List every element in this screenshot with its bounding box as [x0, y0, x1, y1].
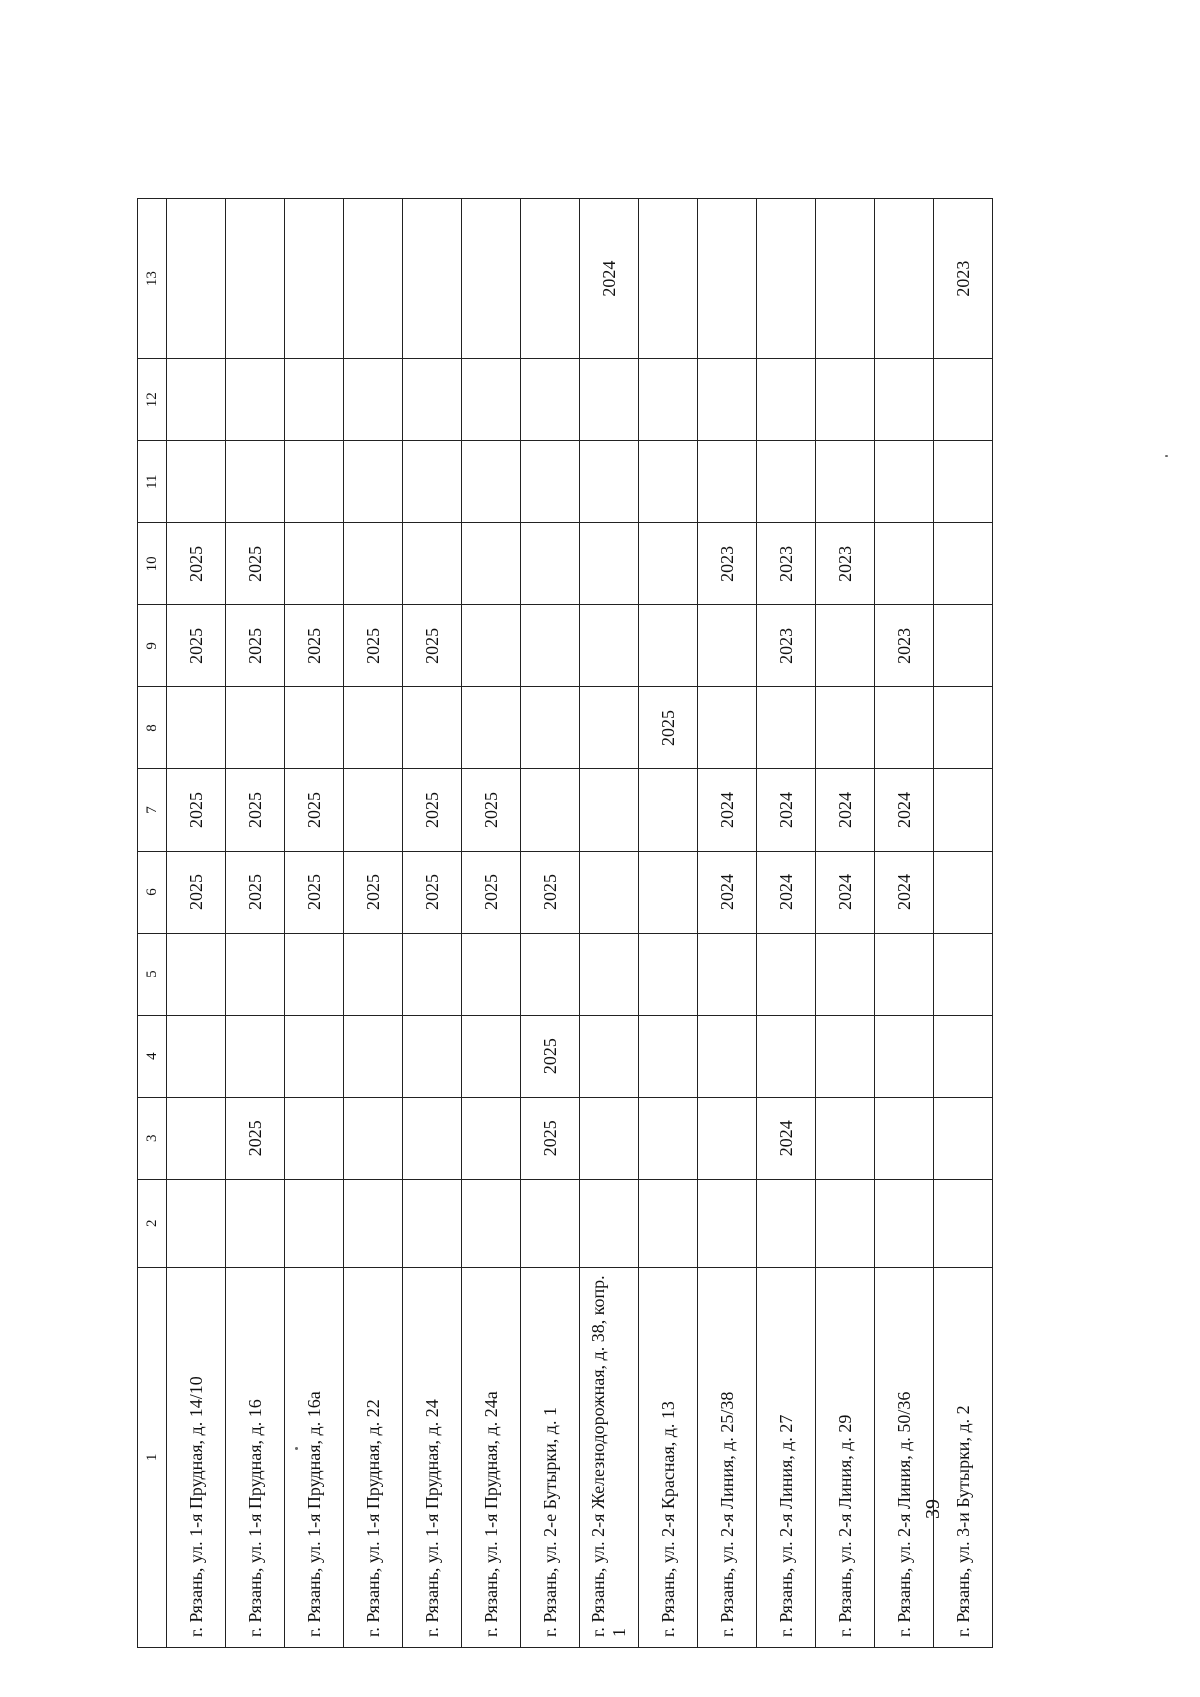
table-row	[580, 199, 639, 1648]
year-cell	[285, 687, 344, 769]
year-cell: 2025	[344, 851, 403, 933]
year-cell	[757, 1015, 816, 1097]
year-cell	[816, 933, 875, 1015]
year-cell	[934, 359, 993, 441]
column-header: 5	[138, 933, 167, 1015]
year-cell: 2025	[521, 851, 580, 933]
year-cell: 2025	[167, 851, 226, 933]
year-cell	[934, 851, 993, 933]
table-row	[226, 199, 285, 1648]
year-cell: 2024	[757, 769, 816, 851]
year-cell: 2023	[816, 523, 875, 605]
schedule-table	[137, 198, 993, 1648]
year-cell	[226, 1015, 285, 1097]
year-cell	[226, 359, 285, 441]
year-cell	[698, 359, 757, 441]
header-row	[138, 199, 167, 1648]
year-cell	[757, 687, 816, 769]
year-cell: 2025	[639, 687, 698, 769]
year-cell	[816, 199, 875, 359]
year-cell	[403, 1015, 462, 1097]
year-cell	[875, 359, 934, 441]
column-header: 6	[138, 851, 167, 933]
year-cell	[285, 199, 344, 359]
year-cell	[521, 769, 580, 851]
year-cell: 2025	[226, 851, 285, 933]
year-cell	[934, 769, 993, 851]
year-cell	[639, 605, 698, 687]
year-cell	[167, 933, 226, 1015]
address-cell: г. Рязань, ул. 1-я Прудная, д. 24а	[462, 1267, 521, 1647]
year-cell	[934, 441, 993, 523]
year-cell: 2025	[403, 769, 462, 851]
year-cell	[344, 1097, 403, 1179]
year-cell: 2024	[816, 769, 875, 851]
table-row	[757, 199, 816, 1648]
table-row	[816, 199, 875, 1648]
year-cell: 2025	[285, 851, 344, 933]
year-cell	[934, 1015, 993, 1097]
year-cell	[639, 1097, 698, 1179]
year-cell	[344, 441, 403, 523]
address-cell: г. Рязань, ул. 1-я Прудная, д. 16а	[285, 1267, 344, 1647]
year-cell	[816, 605, 875, 687]
year-cell	[639, 441, 698, 523]
scan-speck	[295, 1447, 298, 1450]
table-row	[639, 199, 698, 1648]
year-cell	[875, 1097, 934, 1179]
year-cell	[934, 523, 993, 605]
year-cell: 2025	[462, 851, 521, 933]
year-cell	[639, 851, 698, 933]
year-cell: 2024	[698, 769, 757, 851]
column-header: 13	[138, 199, 167, 359]
year-cell	[698, 1015, 757, 1097]
year-cell: 2025	[462, 769, 521, 851]
year-cell: 2023	[875, 605, 934, 687]
table-row	[875, 199, 934, 1648]
year-cell	[403, 1097, 462, 1179]
address-cell: г. Рязань, ул. 2-я Линия, д. 25/38	[698, 1267, 757, 1647]
year-cell	[698, 1179, 757, 1267]
year-cell	[639, 199, 698, 359]
year-cell: 2025	[403, 605, 462, 687]
year-cell	[816, 1015, 875, 1097]
year-cell	[462, 1097, 521, 1179]
year-cell: 2025	[226, 523, 285, 605]
year-cell	[167, 359, 226, 441]
address-cell: г. Рязань, ул. 1-я Прудная, д. 16	[226, 1267, 285, 1647]
table-row	[934, 199, 993, 1648]
year-cell: 2025	[521, 1015, 580, 1097]
year-cell	[344, 1179, 403, 1267]
year-cell	[875, 441, 934, 523]
year-cell	[580, 1097, 639, 1179]
year-cell	[580, 441, 639, 523]
year-cell	[226, 933, 285, 1015]
year-cell	[698, 1097, 757, 1179]
year-cell	[816, 1097, 875, 1179]
year-cell	[462, 359, 521, 441]
year-cell	[757, 359, 816, 441]
year-cell	[580, 933, 639, 1015]
year-cell	[167, 1179, 226, 1267]
column-header: 10	[138, 523, 167, 605]
year-cell	[934, 933, 993, 1015]
year-cell	[580, 523, 639, 605]
address-cell: г. Рязань, ул. 2-я Красная, д. 13	[639, 1267, 698, 1647]
year-cell	[462, 687, 521, 769]
year-cell: 2025	[285, 769, 344, 851]
year-cell	[521, 523, 580, 605]
year-cell	[934, 1097, 993, 1179]
year-cell	[344, 1015, 403, 1097]
address-cell: г. Рязань, ул. 1-я Прудная, д. 22	[344, 1267, 403, 1647]
address-cell: г. Рязань, ул. 1-я Прудная, д. 24	[403, 1267, 462, 1647]
year-cell	[816, 441, 875, 523]
address-cell: г. Рязань, ул. 1-я Прудная, д. 14/10	[167, 1267, 226, 1647]
year-cell	[167, 1015, 226, 1097]
year-cell	[285, 933, 344, 1015]
year-cell	[521, 687, 580, 769]
year-cell	[462, 1179, 521, 1267]
column-header: 8	[138, 687, 167, 769]
year-cell	[403, 359, 462, 441]
year-cell	[344, 523, 403, 605]
year-cell	[875, 523, 934, 605]
rotated-page-content	[137, 223, 992, 1637]
year-cell	[698, 605, 757, 687]
year-cell	[403, 199, 462, 359]
year-cell: 2025	[167, 523, 226, 605]
table-row	[403, 199, 462, 1648]
address-cell: г. Рязань, ул. 2-я Линия, д. 27	[757, 1267, 816, 1647]
year-cell	[285, 441, 344, 523]
year-cell: 2023	[934, 199, 993, 359]
year-cell: 2025	[226, 769, 285, 851]
year-cell	[285, 359, 344, 441]
column-header: 12	[138, 359, 167, 441]
year-cell	[521, 933, 580, 1015]
year-cell	[875, 1015, 934, 1097]
year-cell: 2024	[875, 769, 934, 851]
year-cell	[521, 199, 580, 359]
year-cell	[167, 441, 226, 523]
year-cell	[934, 687, 993, 769]
year-cell	[757, 199, 816, 359]
year-cell	[639, 769, 698, 851]
column-header: 7	[138, 769, 167, 851]
page-number: 39	[922, 1499, 944, 1519]
year-cell	[934, 605, 993, 687]
year-cell: 2023	[698, 523, 757, 605]
year-cell	[403, 933, 462, 1015]
year-cell: 2023	[757, 605, 816, 687]
year-cell	[816, 687, 875, 769]
year-cell	[521, 441, 580, 523]
year-cell	[403, 523, 462, 605]
year-cell	[580, 359, 639, 441]
year-cell: 2023	[757, 523, 816, 605]
year-cell	[344, 687, 403, 769]
table-row	[521, 199, 580, 1648]
year-cell	[757, 441, 816, 523]
year-cell	[462, 441, 521, 523]
column-header: 2	[138, 1179, 167, 1267]
year-cell	[167, 1097, 226, 1179]
year-cell	[698, 933, 757, 1015]
year-cell	[521, 605, 580, 687]
year-cell	[226, 1179, 285, 1267]
year-cell: 2025	[403, 851, 462, 933]
address-cell: г. Рязань, ул. 2-я Линия, д. 29	[816, 1267, 875, 1647]
year-cell	[757, 1179, 816, 1267]
year-cell	[580, 851, 639, 933]
year-cell	[167, 687, 226, 769]
year-cell	[344, 933, 403, 1015]
year-cell	[403, 687, 462, 769]
year-cell: 2025	[226, 605, 285, 687]
year-cell	[875, 199, 934, 359]
year-cell: 2024	[580, 199, 639, 359]
year-cell	[639, 933, 698, 1015]
year-cell	[580, 769, 639, 851]
year-cell: 2024	[698, 851, 757, 933]
year-cell: 2025	[285, 605, 344, 687]
year-cell	[344, 199, 403, 359]
year-cell	[226, 441, 285, 523]
year-cell	[639, 523, 698, 605]
year-cell	[875, 1179, 934, 1267]
table-row	[285, 199, 344, 1648]
year-cell	[816, 1179, 875, 1267]
year-cell	[462, 1015, 521, 1097]
year-cell	[875, 933, 934, 1015]
year-cell	[639, 1015, 698, 1097]
table-row	[462, 199, 521, 1648]
table-row	[344, 199, 403, 1648]
year-cell	[934, 1179, 993, 1267]
year-cell	[167, 199, 226, 359]
column-header: 3	[138, 1097, 167, 1179]
column-header: 11	[138, 441, 167, 523]
year-cell: 2025	[167, 769, 226, 851]
column-header: 1	[138, 1267, 167, 1647]
year-cell	[580, 687, 639, 769]
address-cell: г. Рязань, ул. 2-я Линия, д. 50/36	[875, 1267, 934, 1647]
year-cell: 2025	[167, 605, 226, 687]
year-cell	[521, 359, 580, 441]
year-cell	[285, 1015, 344, 1097]
address-cell: г. Рязань, ул. 2-я Железнодорожная, д. 38, копр. 1	[580, 1267, 639, 1647]
year-cell	[580, 605, 639, 687]
year-cell: 2024	[816, 851, 875, 933]
column-header: 9	[138, 605, 167, 687]
table-row	[167, 199, 226, 1648]
year-cell	[580, 1179, 639, 1267]
year-cell	[462, 933, 521, 1015]
year-cell: 2025	[226, 1097, 285, 1179]
year-cell: 2024	[757, 851, 816, 933]
year-cell	[757, 933, 816, 1015]
column-header: 4	[138, 1015, 167, 1097]
year-cell	[462, 523, 521, 605]
year-cell	[698, 199, 757, 359]
year-cell	[344, 769, 403, 851]
year-cell	[816, 359, 875, 441]
year-cell	[462, 199, 521, 359]
year-cell	[226, 687, 285, 769]
year-cell	[285, 523, 344, 605]
year-cell	[226, 199, 285, 359]
year-cell	[462, 605, 521, 687]
year-cell	[639, 359, 698, 441]
year-cell	[403, 1179, 462, 1267]
year-cell: 2024	[875, 851, 934, 933]
year-cell	[875, 687, 934, 769]
year-cell: 2025	[521, 1097, 580, 1179]
scan-speck	[1165, 455, 1168, 457]
year-cell	[344, 359, 403, 441]
year-cell	[521, 1179, 580, 1267]
address-cell: г. Рязань, ул. 2-е Бутырки, д. 1	[521, 1267, 580, 1647]
table-row	[698, 199, 757, 1648]
year-cell: 2024	[757, 1097, 816, 1179]
year-cell	[698, 441, 757, 523]
year-cell	[403, 441, 462, 523]
year-cell	[285, 1097, 344, 1179]
address-cell: г. Рязань, ул. 3-и Бутырки, д. 2	[934, 1267, 993, 1647]
year-cell	[285, 1179, 344, 1267]
year-cell	[639, 1179, 698, 1267]
year-cell	[698, 687, 757, 769]
year-cell: 2025	[344, 605, 403, 687]
year-cell	[580, 1015, 639, 1097]
